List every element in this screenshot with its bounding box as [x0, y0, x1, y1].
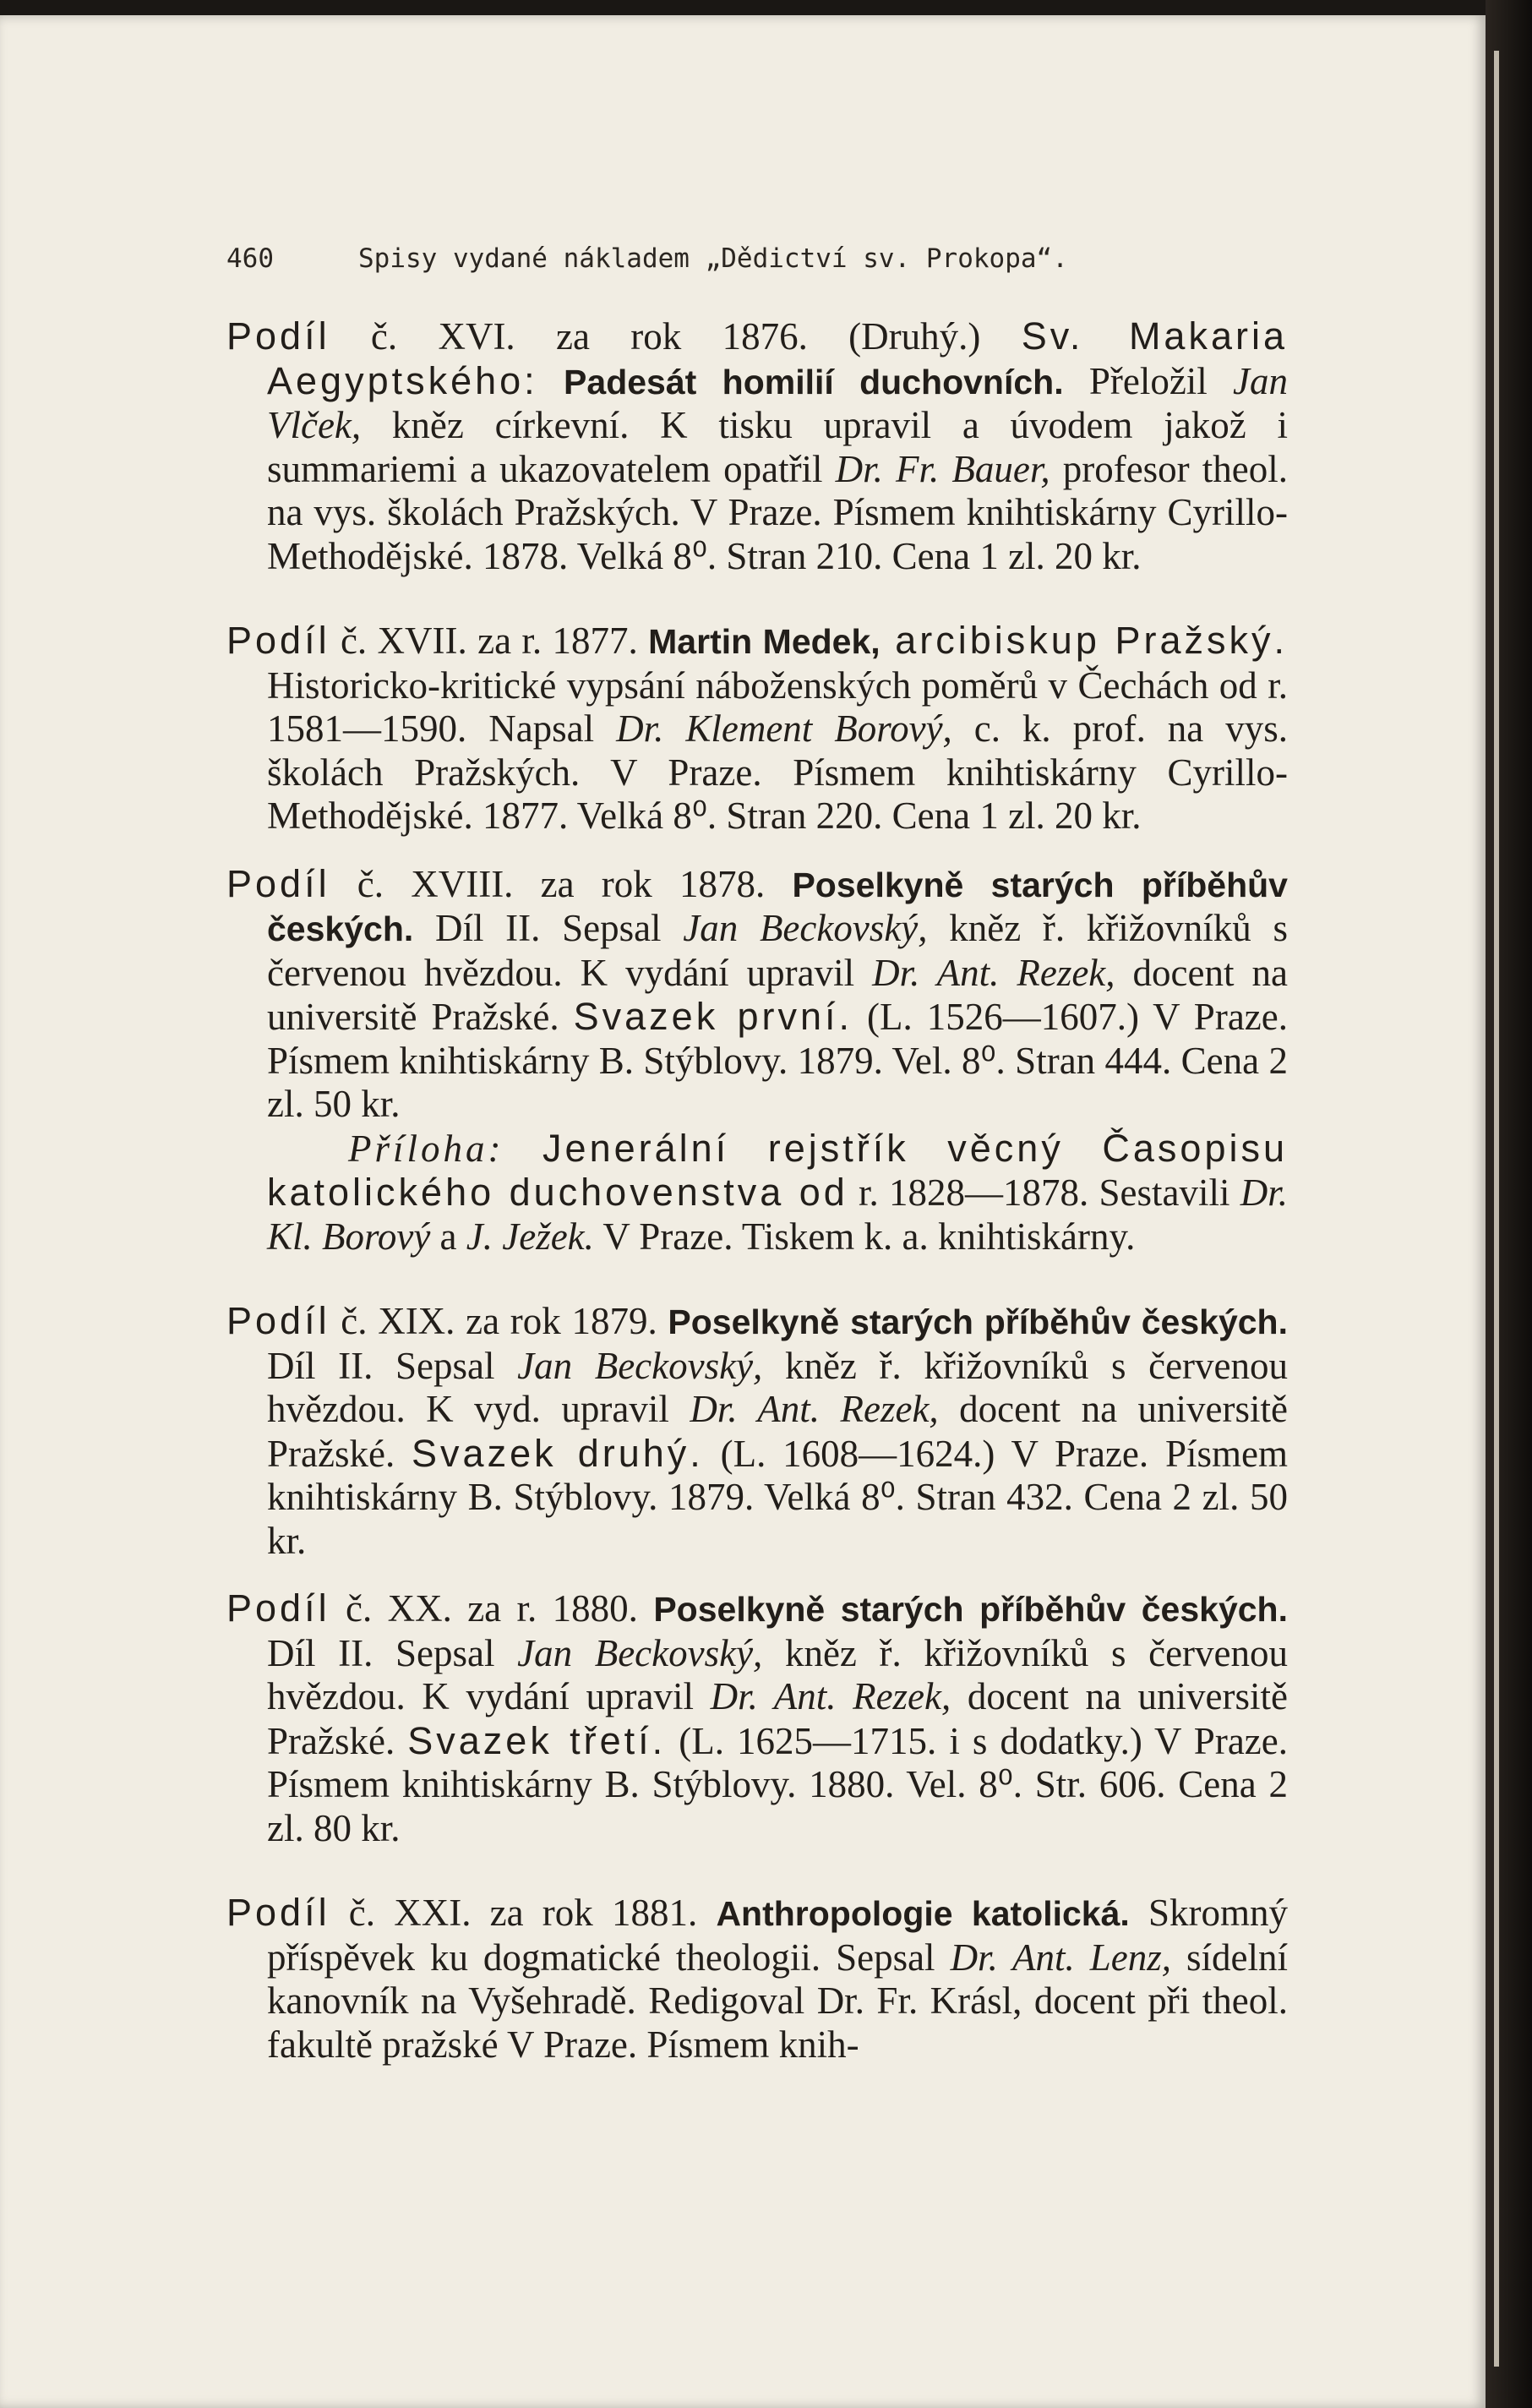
entry-text: Díl II. Sepsal: [267, 1631, 518, 1674]
text-body: [226, 314, 1288, 2067]
entry-text: (L. 1526—1607.) V Praze. Písmem knihtiskárny B. Stýblovy. 1879. Vel. 8⁰. Stran 444. Cena 2 zl. 50 kr.: [267, 996, 1288, 1125]
entry-text: docent na universitě Pražské.: [267, 951, 1288, 1038]
entry-xviii: [226, 862, 1288, 1127]
entry-name: Dr. Ant. Lenz,: [950, 1936, 1172, 1979]
entry-text: (L. 1625—1715. i s dodatky.) V Praze. Písmem knihtiskárny B. Stýblovy. 1880. Vel. 8⁰. Str. 606. Cena 2 zl. 80 kr.: [267, 1719, 1288, 1849]
entry-text: Přeložil: [1063, 359, 1234, 402]
entry-text: Skromný příspěvek ku dogmatické theologii. Sepsal: [267, 1892, 1288, 1979]
entry-name: Dr. Ant. Rezek,: [690, 1388, 939, 1430]
entry-xvii: [226, 619, 1288, 838]
entry-text: č. XVI. za rok 1876. (Druhý.): [330, 315, 1022, 358]
entry-text: sídelní kanovník na Vyšehradě. Redigoval Dr. Fr. Krásl, docent při theol. fakultě pražské V Praze. Písmem knih-: [267, 1936, 1289, 2066]
entry-title: Poselkyně starých příběhův českých.: [267, 865, 1288, 948]
entry-name: Jan Beckovský,: [517, 1344, 763, 1387]
entry-text: c. k. prof. na vys. školách Pražských. V Praze. Písmem knihtiskárny Cyrillo-Methodějské. 1877. Velká 8⁰. Stran 220. Cena 1 zl. 20 kr.: [267, 707, 1288, 837]
entry-spaced: arcibiskup Pražský.: [880, 619, 1289, 662]
entry-spaced: Svazek první.: [573, 995, 853, 1038]
running-title: Spisy vydané nákladem „Dědictví sv. Prokopa“.: [358, 243, 1068, 274]
entry-label: Podíl: [226, 1891, 330, 1934]
appendix-name: Dr. Kl. Borový: [267, 1171, 1288, 1258]
entry-text: Díl II. Sepsal: [413, 907, 684, 949]
entry-name: Dr. Fr. Bauer,: [835, 447, 1050, 490]
entry-label: Podíl: [226, 314, 330, 358]
entry-text: (L. 1608—1624.) V Praze. Písmem knihtiskárny B. Stýblovy. 1879. Velká 8⁰. Stran 432. Cena 2 zl. 50 kr.: [267, 1432, 1289, 1562]
entry-spaced: Svazek třetí.: [407, 1718, 667, 1762]
entry-name: Dr. Ant. Rezek,: [710, 1675, 951, 1717]
entry-title: Martin Medek,: [648, 622, 880, 661]
entry-title: Anthropologie katolická.: [716, 1894, 1130, 1933]
entry-name: Jan Vlček,: [267, 359, 1289, 446]
entry-spaced: Sv. Makaria Aegyptského:: [267, 314, 1288, 402]
entry-text: č. XXI. za rok 1881.: [330, 1892, 717, 1934]
entry-label: Podíl: [226, 619, 330, 662]
entry-xxi: [226, 1891, 1288, 2067]
entry-title: Poselkyně starých příběhův českých.: [653, 1590, 1288, 1629]
entry-text: č. XIX. za rok 1879.: [330, 1300, 668, 1342]
entry-text: č. XVIII. za rok 1878.: [330, 862, 793, 905]
entry-name: Jan Beckovský,: [517, 1631, 763, 1674]
entry-label: Podíl: [226, 1586, 330, 1630]
entry-text: kněz církevní. K tisku upravil a úvodem jakož i summariemi a ukazovatelem opatřil: [267, 404, 1288, 490]
entry-xvi: [226, 314, 1288, 578]
entry-name: Dr. Ant. Rezek,: [872, 951, 1115, 994]
page-number: 460: [226, 243, 274, 274]
appendix-text: a: [430, 1215, 466, 1258]
entry-label: Podíl: [226, 861, 330, 905]
entry-title: Padesát homilií duchovních.: [537, 362, 1064, 401]
entry-name: Jan Beckovský,: [683, 907, 928, 949]
entry-title: Poselkyně starých příběhův českých.: [668, 1302, 1288, 1341]
entry-text: kněz ř. křižovníků s červenou hvězdou. K vyd. upravil: [267, 1344, 1289, 1430]
page-edge: [1494, 51, 1499, 2367]
appendix-name: J. Ježek.: [466, 1215, 594, 1258]
entry-text: kněz ř. křižovníků s červenou hvězdou. K vydání upravil: [267, 1631, 1289, 1717]
entry-text: č. XVII. za r. 1877.: [330, 620, 649, 662]
entry-text: docent na universitě Pražské.: [267, 1388, 1289, 1475]
appendix-text: V Praze. Tiskem k. a. knihtiskárny.: [593, 1215, 1136, 1258]
entry-xix: [226, 1299, 1288, 1563]
book-gutter: [1486, 0, 1532, 2408]
entry-text: docent na universitě Pražské.: [267, 1675, 1289, 1762]
entry-name: Dr. Klement Borový,: [616, 707, 952, 750]
entry-text: Historicko-kritické vypsání náboženských poměrů v Čechách od r. 1581—1590. Napsal: [267, 663, 1288, 750]
entry-spaced: Svazek druhý.: [412, 1431, 704, 1475]
entry-text: profesor theol. na vys. školách Pražských. V Praze. Písmem knihtiskárny Cyrillo-Methodějské. 1878. Velká 8⁰. Stran 210. Cena 1 zl. 20 kr.: [267, 447, 1288, 577]
entry-text: kněz ř. křižovníků s červenou hvězdou. K vydání upravil: [267, 907, 1288, 994]
entry-xx: [226, 1586, 1288, 1850]
running-header: [226, 243, 1156, 274]
entry-text: Díl II. Sepsal: [267, 1344, 518, 1387]
entry-xviii-appendix: [226, 1127, 1288, 1259]
entry-label: Podíl: [226, 1299, 330, 1342]
appendix-text: r. 1828—1878. Sestavili: [848, 1171, 1240, 1214]
appendix-spaced: Jenerální rejstřík věcný Časopisu katolického duchovenstva od: [267, 1126, 1288, 1214]
entry-text: č. XX. za r. 1880.: [330, 1587, 654, 1630]
appendix-label: Příloha:: [348, 1127, 504, 1170]
